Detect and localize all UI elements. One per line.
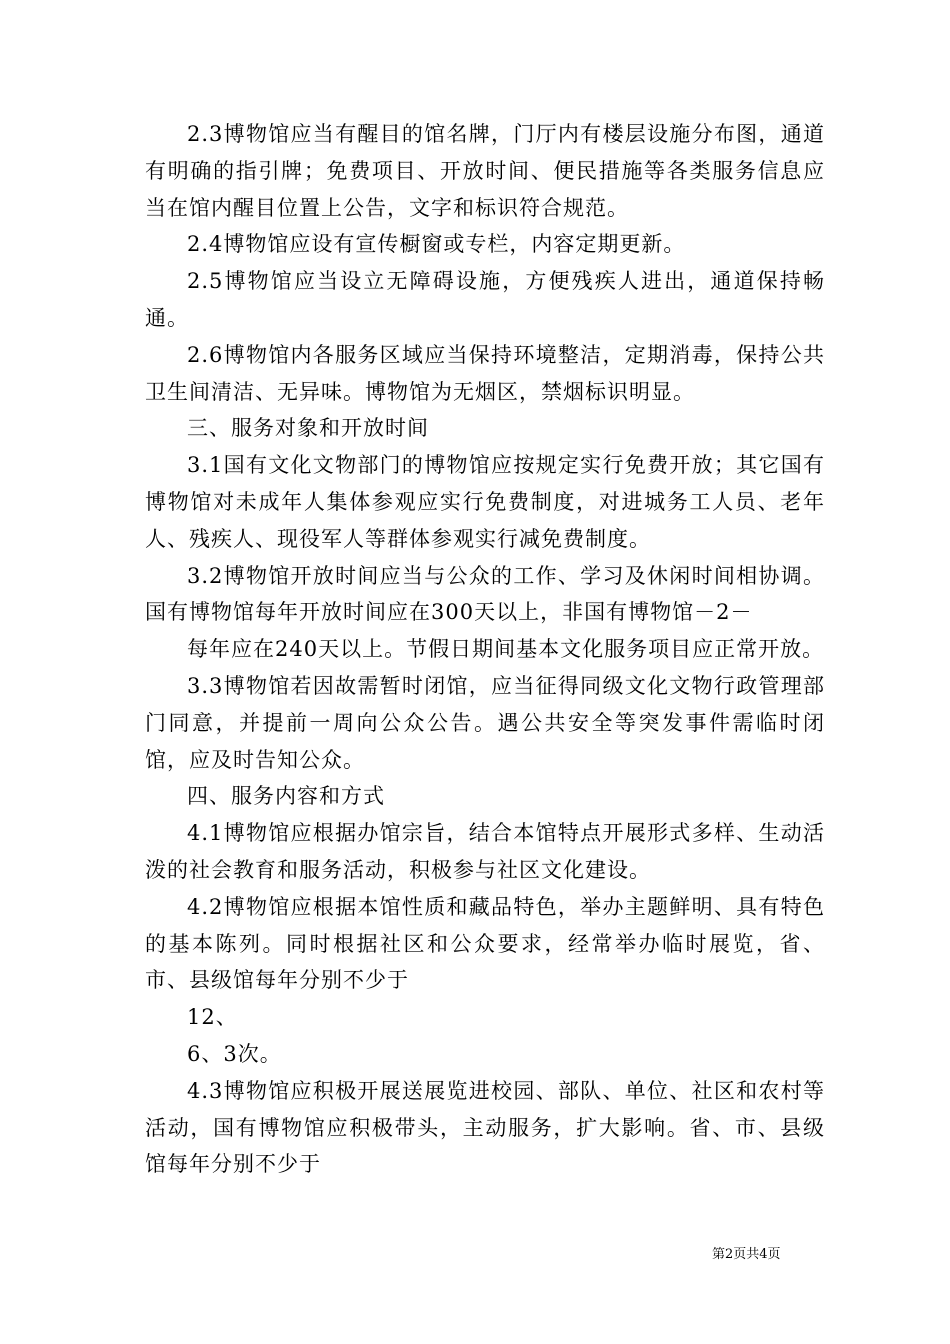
paragraph-3-2: 3.2博物馆开放时间应当与公众的工作、学习及休闲时间相协调。国有博物馆每年开放时间应在300天以上，非国有博物馆－2－ (145, 563, 825, 625)
section-heading-3: 三、服务对象和开放时间 (187, 416, 429, 441)
paragraph-3-2-cont: 每年应在240天以上。节假日期间基本文化服务项目应正常开放。 (187, 637, 825, 662)
paragraph-4-2-count-a: 12、 (187, 1005, 238, 1030)
paragraph-2-6: 2.6博物馆内各服务区域应当保持环境整洁，定期消毒，保持公共卫生间清洁、无异味。博物馆为无烟区，禁烟标识明显。 (145, 342, 825, 404)
paragraph-3-3: 3.3博物馆若因故需暂时闭馆，应当征得同级文化文物行政管理部门同意，并提前一周向公众公告。遇公共安全等突发事件需临时闭馆，应及时告知公众。 (145, 673, 825, 772)
paragraph-2-4: 2.4博物馆应设有宣传橱窗或专栏，内容定期更新。 (187, 232, 686, 257)
paragraph-2-5: 2.5博物馆应当设立无障碍设施，方便残疾人进出，通道保持畅通。 (145, 269, 825, 330)
paragraph-4-2: 4.2博物馆应根据本馆性质和藏品特色，举办主题鲜明、具有特色的基本陈列。同时根据社区和公众要求，经常举办临时展览，省、市、县级馆每年分别不少于 (145, 894, 825, 993)
paragraph-4-1: 4.1博物馆应根据办馆宗旨，结合本馆特点开展形式多样、生动活泼的社会教育和服务活动，积极参与社区文化建设。 (145, 821, 825, 882)
section-heading-4: 四、服务内容和方式 (187, 784, 385, 809)
paragraph-4-2-count-b: 6、3次。 (187, 1041, 282, 1066)
page-number-footer: 第2页共4页 (712, 1247, 781, 1262)
paragraph-3-1: 3.1国有文化文物部门的博物馆应按规定实行免费开放；其它国有博物馆对未成年人集体参观应实行免费制度，对进城务工人员、老年人、残疾人、现役军人等群体参观实行减免费制度。 (145, 453, 825, 551)
body-text (145, 116, 825, 1183)
paragraph-4-3: 4.3博物馆应积极开展送展览进校园、部队、单位、社区和农村等活动，国有博物馆应积极带头，主动服务，扩大影响。省、市、县级馆每年分别不少于 (145, 1078, 825, 1177)
paragraph-2-3: 2.3博物馆应当有醒目的馆名牌，门厅内有楼层设施分布图，通道有明确的指引牌；免费项目、开放时间、便民措施等各类服务信息应当在馆内醒目位置上公告，文字和标识符合规范。 (145, 122, 825, 220)
